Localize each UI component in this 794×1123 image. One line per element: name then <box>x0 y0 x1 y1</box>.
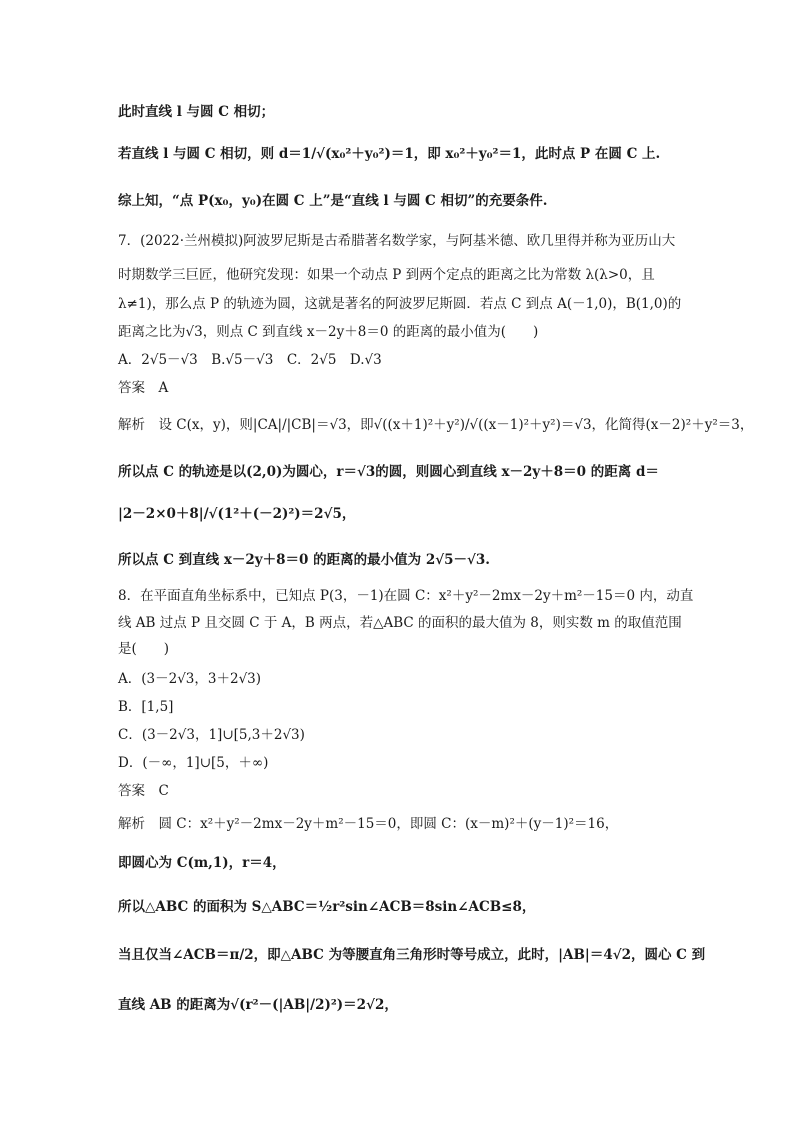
solution-line: 直线 AB 的距离为√(r²－(|AB|/2)²)＝2√2， <box>118 997 398 1013</box>
solution-line: 即圆心为 C(m,1)，r＝4， <box>118 855 286 871</box>
option-d: D．(－∞，1]∪[5，＋∞) <box>118 755 269 771</box>
question-7-line: 7．(2022·兰州模拟)阿波罗尼斯是古希腊著名数学家，与阿基米德、欧几里得并称为亚历山大 <box>118 233 676 249</box>
solution-line: 所以点 C 到直线 x－2y＋8＝0 的距离的最小值为 2√5－√3. <box>118 552 490 568</box>
solution-line: 所以△ABC 的面积为 S△ABC＝½r²sin∠ACB＝8sin∠ACB≤8， <box>118 899 536 915</box>
answer-line: 答案 C <box>118 783 169 799</box>
answer-line: 答案 A <box>118 380 169 396</box>
text-line: 若直线 l 与圆 C 相切，则 d＝1/√(x₀²＋y₀²)＝1，即 x₀²＋y₀²＝1，此时点 P 在圆 C 上. <box>118 146 661 162</box>
question-7-line: 距离之比为√3，则点 C 到直线 x－2y＋8＝0 的距离的最小值为( ) <box>118 324 539 340</box>
option-a: A．(3－2√3，3＋2√3) <box>118 671 262 687</box>
solution-line: 解析 设 C(x，y)，则|CA|/|CB|＝√3，即√((x＋1)²＋y²)/√((x－1)²＋y²)＝√3，化简得(x－2)²＋y²＝3， <box>118 417 754 433</box>
solution-line: 所以点 C 的轨迹是以(2,0)为圆心，r＝√3的圆，则圆心到直线 x－2y＋8＝0 的距离 d＝ <box>118 464 659 480</box>
solution-line: |2－2×0＋8|/√(1²＋(－2)²)＝2√5， <box>118 506 356 522</box>
text-line: 此时直线 l 与圆 C 相切； <box>118 104 275 120</box>
question-8-line: 8．在平面直角坐标系中，已知点 P(3，－1)在圆 C：x²＋y²－2mx－2y＋m²－15＝0 内，动直 <box>118 588 694 604</box>
question-7-line: λ≠1)，那么点 P 的轨迹为圆，这就是著名的阿波罗尼斯圆．若点 C 到点 A(－1,0)，B(1,0)的 <box>118 296 682 312</box>
option-c: C．(3－2√3，1]∪[5,3＋2√3) <box>118 727 305 743</box>
solution-line: 解析 圆 C：x²＋y²－2mx－2y＋m²－15＝0，即圆 C：(x－m)²＋(y－1)²＝16， <box>118 816 619 832</box>
option-b: B．[1,5] <box>118 699 174 715</box>
question-8-line: 线 AB 过点 P 且交圆 C 于 A，B 两点，若△ABC 的面积的最大值为 8，则实数 m 的取值范围 <box>118 615 682 631</box>
question-7-line: 时期数学三巨匠，他研究发现：如果一个动点 P 到两个定点的距离之比为常数 λ(λ>0，且 <box>118 267 655 283</box>
question-7-options: A．2√5－√3 B.√5－√3 C．2√5 D.√3 <box>118 352 382 368</box>
solution-line: 当且仅当∠ACB＝π/2，即△ABC 为等腰直角三角形时等号成立，此时，|AB|＝4√2，圆心 C 到 <box>118 947 706 963</box>
text-line: 综上知，“点 P(x₀，y₀)在圆 C 上”是“直线 l 与圆 C 相切”的充要条件. <box>118 193 548 209</box>
question-8-line: 是( ) <box>118 641 170 657</box>
